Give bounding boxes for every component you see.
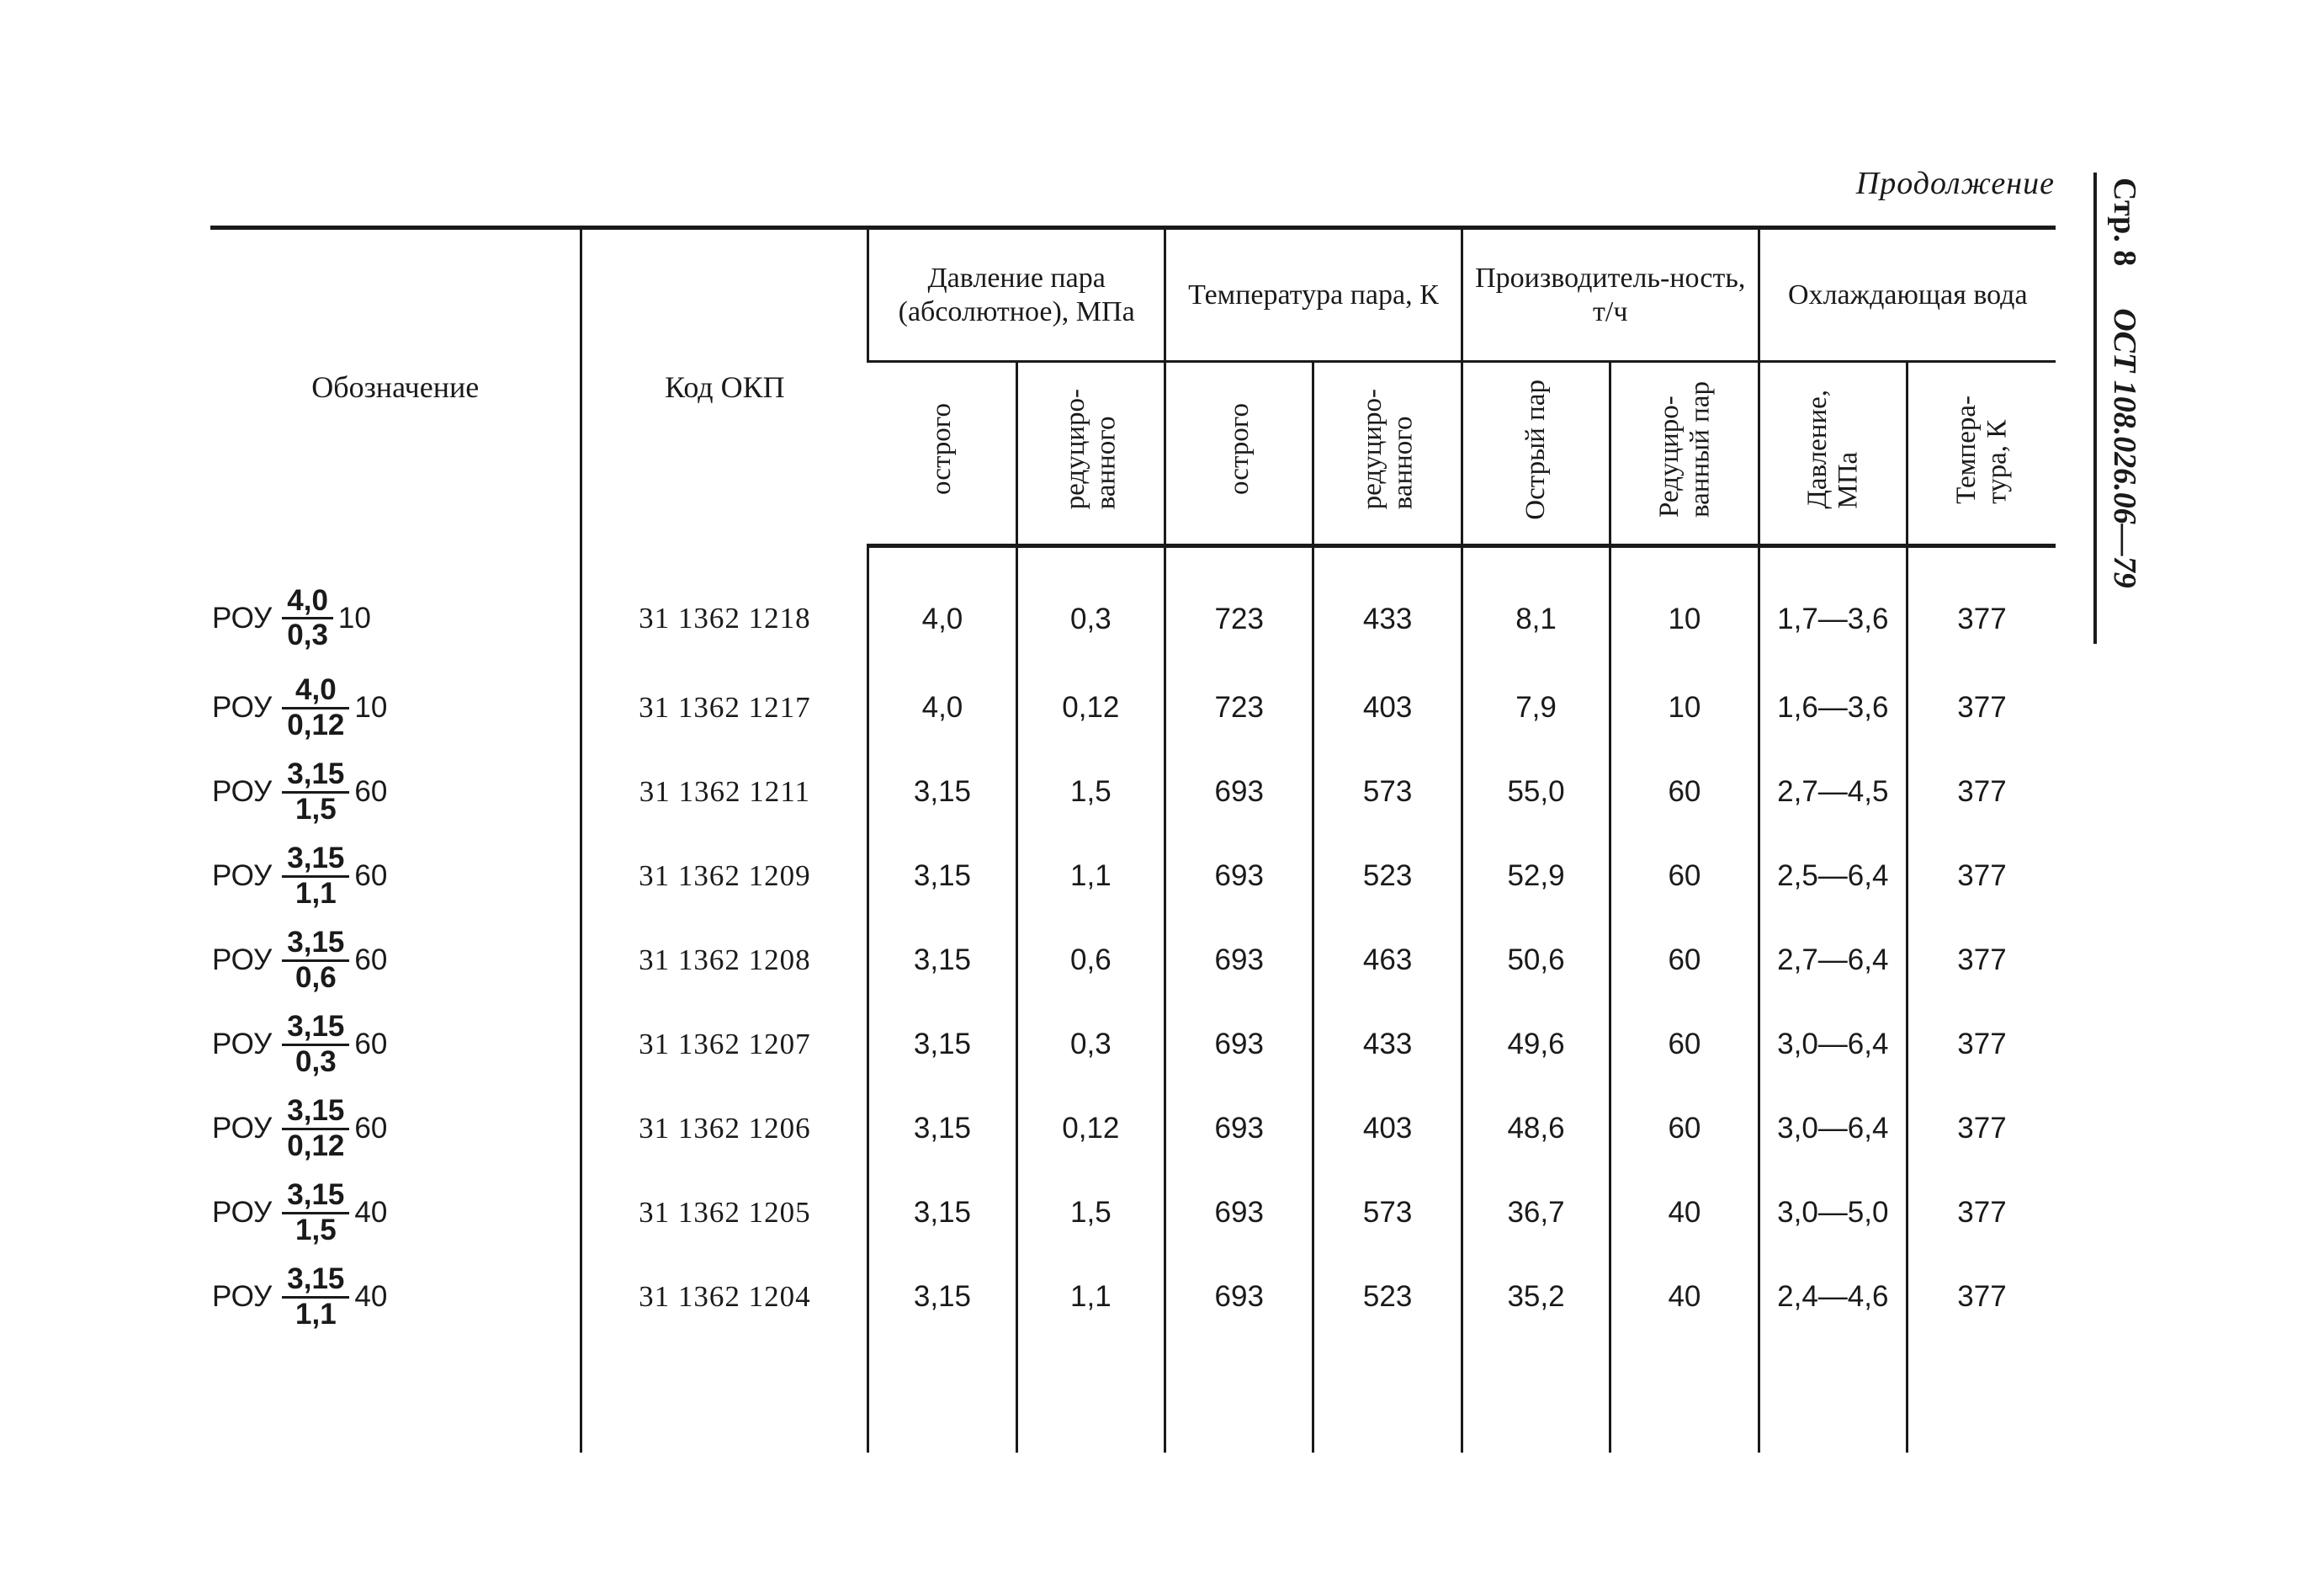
header-okp-code: Код ОКП — [581, 228, 868, 546]
designation-capacity: 10 — [337, 601, 371, 635]
okp-code-cell: 31 1362 1209 — [581, 834, 868, 918]
capacity-reduced-cell: 60 — [1610, 750, 1759, 834]
capacity-reduced-cell: 60 — [1610, 834, 1759, 918]
table-filler-row — [210, 1339, 2056, 1453]
designation — [212, 674, 387, 741]
designation-cell — [210, 918, 581, 1002]
capacity-sharp-cell: 55,0 — [1462, 750, 1610, 834]
pressure-reduced-cell: 1,1 — [1016, 1255, 1165, 1339]
temperature-reduced-cell: 573 — [1313, 1171, 1462, 1255]
designation-prefix: РОУ — [212, 775, 273, 808]
capacity-sharp-cell: 7,9 — [1462, 666, 1610, 750]
designation-cell — [210, 666, 581, 750]
fraction-denominator: 0,3 — [287, 619, 328, 652]
table-row — [210, 1255, 2056, 1339]
capacity-reduced-cell: 60 — [1610, 1087, 1759, 1171]
pressure-fraction — [282, 842, 349, 910]
standard-number: ОСТ 108.026.06—79 — [2107, 308, 2142, 588]
fraction-numerator: 3,15 — [287, 1010, 345, 1043]
designation — [212, 842, 387, 910]
pressure-reduced-cell: 1,1 — [1016, 834, 1165, 918]
designation-capacity: 40 — [354, 1196, 388, 1229]
temperature-reduced-cell: 523 — [1313, 834, 1462, 918]
pressure-fraction — [282, 927, 349, 994]
fraction-numerator: 3,15 — [287, 1262, 345, 1295]
designation-cell — [210, 1087, 581, 1171]
table-row — [210, 1002, 2056, 1087]
temperature-sharp-cell: 693 — [1165, 750, 1313, 834]
rou-specification-table — [210, 226, 2056, 1453]
pressure-sharp-cell: 3,15 — [868, 918, 1016, 1002]
capacity-sharp-cell: 36,7 — [1462, 1171, 1610, 1255]
empty-cell — [581, 1339, 868, 1453]
table-row — [210, 750, 2056, 834]
designation-cell — [210, 546, 581, 667]
pressure-fraction — [282, 758, 349, 826]
table-row — [210, 1087, 2056, 1171]
designation-cell — [210, 1002, 581, 1087]
cooling-temperature-cell: 377 — [1907, 750, 2056, 834]
temperature-reduced-cell: 433 — [1313, 546, 1462, 667]
designation-cell — [210, 750, 581, 834]
pressure-sharp-cell: 3,15 — [868, 1087, 1016, 1171]
designation — [212, 1263, 387, 1331]
empty-cell — [1907, 1339, 2056, 1453]
empty-cell — [868, 1339, 1016, 1453]
table-row — [210, 546, 2056, 667]
designation-prefix: РОУ — [212, 1280, 273, 1313]
capacity-sharp-cell: 49,6 — [1462, 1002, 1610, 1087]
pressure-reduced-cell: 1,5 — [1016, 1171, 1165, 1255]
fraction-denominator: 0,6 — [295, 960, 337, 994]
empty-cell — [1016, 1339, 1165, 1453]
cooling-pressure-cell: 2,7—4,5 — [1759, 750, 1907, 834]
designation-prefix: РОУ — [212, 601, 273, 635]
cooling-pressure-cell: 2,5—6,4 — [1759, 834, 1907, 918]
cooling-pressure-cell: 3,0—6,4 — [1759, 1002, 1907, 1087]
fraction-denominator: 0,12 — [287, 1129, 345, 1162]
okp-code-cell: 31 1362 1204 — [581, 1255, 868, 1339]
designation-capacity: 60 — [354, 859, 388, 892]
temperature-reduced-cell: 403 — [1313, 666, 1462, 750]
temperature-sharp-cell: 693 — [1165, 1087, 1313, 1171]
pressure-fraction — [282, 1179, 349, 1246]
pressure-sharp-cell: 3,15 — [868, 1002, 1016, 1087]
designation — [212, 585, 371, 652]
subheader-cooling-temperature: Темпера- тура, К — [1907, 362, 2056, 546]
table-row — [210, 834, 2056, 918]
cooling-pressure-cell: 2,7—6,4 — [1759, 918, 1907, 1002]
fraction-numerator: 3,15 — [287, 757, 345, 790]
table-row — [210, 1171, 2056, 1255]
fraction-numerator: 4,0 — [287, 583, 328, 617]
pressure-sharp-cell: 4,0 — [868, 666, 1016, 750]
capacity-sharp-cell: 48,6 — [1462, 1087, 1610, 1171]
capacity-sharp-cell: 52,9 — [1462, 834, 1610, 918]
pressure-fraction — [282, 674, 349, 741]
table-body — [210, 546, 2056, 1453]
fraction-numerator: 3,15 — [287, 926, 345, 959]
capacity-reduced-cell: 10 — [1610, 546, 1759, 667]
header-steam-pressure: Давление пара (абсолютное), МПа — [868, 228, 1165, 362]
pressure-sharp-cell: 3,15 — [868, 750, 1016, 834]
temperature-reduced-cell: 433 — [1313, 1002, 1462, 1087]
designation-capacity: 40 — [354, 1280, 388, 1313]
fraction-numerator: 3,15 — [287, 842, 345, 874]
pressure-fraction — [282, 1095, 349, 1162]
pressure-reduced-cell: 1,5 — [1016, 750, 1165, 834]
okp-code-cell: 31 1362 1205 — [581, 1171, 868, 1255]
capacity-sharp-cell: 50,6 — [1462, 918, 1610, 1002]
capacity-reduced-cell: 60 — [1610, 1002, 1759, 1087]
temperature-sharp-cell: 723 — [1165, 546, 1313, 667]
pressure-sharp-cell: 3,15 — [868, 1255, 1016, 1339]
table-row — [210, 918, 2056, 1002]
pressure-reduced-cell: 0,6 — [1016, 918, 1165, 1002]
empty-cell — [1313, 1339, 1462, 1453]
continuation-label: Продолжение — [1855, 166, 2055, 201]
header-steam-temperature: Температура пара, К — [1165, 228, 1462, 362]
temperature-sharp-cell: 723 — [1165, 666, 1313, 750]
pressure-sharp-cell: 3,15 — [868, 1171, 1016, 1255]
okp-code-cell: 31 1362 1207 — [581, 1002, 868, 1087]
cooling-pressure-cell: 3,0—5,0 — [1759, 1171, 1907, 1255]
designation-cell — [210, 1255, 581, 1339]
pressure-sharp-cell: 4,0 — [868, 546, 1016, 667]
side-page-header — [2093, 173, 2152, 644]
designation-cell — [210, 834, 581, 918]
designation-prefix: РОУ — [212, 859, 273, 892]
pressure-reduced-cell: 0,12 — [1016, 1087, 1165, 1171]
designation-capacity: 60 — [354, 943, 388, 976]
designation — [212, 1011, 387, 1078]
empty-cell — [210, 1339, 581, 1453]
fraction-denominator: 1,5 — [295, 792, 337, 826]
capacity-sharp-cell: 8,1 — [1462, 546, 1610, 667]
subheader-capacity-reduced: Редуциро- ванный пар — [1610, 362, 1759, 546]
designation-prefix: РОУ — [212, 943, 273, 976]
fraction-denominator: 1,5 — [295, 1213, 337, 1246]
pressure-fraction — [282, 1011, 349, 1078]
temperature-reduced-cell: 523 — [1313, 1255, 1462, 1339]
cooling-pressure-cell: 1,7—3,6 — [1759, 546, 1907, 667]
designation-capacity: 60 — [354, 775, 388, 808]
pressure-reduced-cell: 0,3 — [1016, 1002, 1165, 1087]
page-number: Стр. 8 — [2107, 178, 2142, 267]
subheader-capacity-sharp: Острый пар — [1462, 362, 1610, 546]
empty-cell — [1759, 1339, 1907, 1453]
okp-code-cell: 31 1362 1218 — [581, 546, 868, 667]
temperature-sharp-cell: 693 — [1165, 1255, 1313, 1339]
temperature-sharp-cell: 693 — [1165, 834, 1313, 918]
header-cooling-water: Охлаждающая вода — [1759, 228, 2056, 362]
header-designation: Обозначение — [210, 228, 581, 546]
cooling-temperature-cell: 377 — [1907, 666, 2056, 750]
cooling-temperature-cell: 377 — [1907, 1002, 2056, 1087]
capacity-reduced-cell: 40 — [1610, 1171, 1759, 1255]
designation — [212, 758, 387, 826]
fraction-numerator: 3,15 — [287, 1178, 345, 1211]
temperature-reduced-cell: 573 — [1313, 750, 1462, 834]
temperature-sharp-cell: 693 — [1165, 918, 1313, 1002]
cooling-temperature-cell: 377 — [1907, 1087, 2056, 1171]
okp-code-cell: 31 1362 1206 — [581, 1087, 868, 1171]
designation-cell — [210, 1171, 581, 1255]
designation-prefix: РОУ — [212, 1112, 273, 1145]
cooling-temperature-cell: 377 — [1907, 1255, 2056, 1339]
okp-code-cell: 31 1362 1208 — [581, 918, 868, 1002]
subheader-pressure-sharp: острого — [868, 362, 1016, 546]
designation-prefix: РОУ — [212, 1196, 273, 1229]
fraction-denominator: 0,3 — [295, 1044, 337, 1078]
designation — [212, 1179, 387, 1246]
cooling-pressure-cell: 3,0—6,4 — [1759, 1087, 1907, 1171]
temperature-sharp-cell: 693 — [1165, 1171, 1313, 1255]
temperature-reduced-cell: 403 — [1313, 1087, 1462, 1171]
designation-capacity: 60 — [354, 1112, 388, 1145]
designation — [212, 927, 387, 994]
empty-cell — [1610, 1339, 1759, 1453]
okp-code-cell: 31 1362 1217 — [581, 666, 868, 750]
temperature-sharp-cell: 693 — [1165, 1002, 1313, 1087]
pressure-fraction — [282, 1263, 349, 1331]
capacity-sharp-cell: 35,2 — [1462, 1255, 1610, 1339]
designation-capacity: 60 — [354, 1028, 388, 1060]
pressure-reduced-cell: 0,12 — [1016, 666, 1165, 750]
fraction-numerator: 3,15 — [287, 1094, 345, 1127]
designation-prefix: РОУ — [212, 691, 273, 724]
fraction-denominator: 0,12 — [287, 708, 345, 741]
capacity-reduced-cell: 60 — [1610, 918, 1759, 1002]
pressure-fraction — [282, 585, 333, 652]
pressure-sharp-cell: 3,15 — [868, 834, 1016, 918]
cooling-temperature-cell: 377 — [1907, 834, 2056, 918]
empty-cell — [1462, 1339, 1610, 1453]
cooling-temperature-cell: 377 — [1907, 918, 2056, 1002]
empty-cell — [1165, 1339, 1313, 1453]
subheader-pressure-reduced: редуциро- ванного — [1016, 362, 1165, 546]
fraction-denominator: 1,1 — [295, 1297, 337, 1331]
cooling-temperature-cell: 377 — [1907, 1171, 2056, 1255]
okp-code-cell: 31 1362 1211 — [581, 750, 868, 834]
cooling-pressure-cell: 2,4—4,6 — [1759, 1255, 1907, 1339]
capacity-reduced-cell: 10 — [1610, 666, 1759, 750]
table-row — [210, 666, 2056, 750]
subheader-cooling-pressure: Давление, МПа — [1759, 362, 1907, 546]
designation-capacity: 10 — [354, 691, 388, 724]
header-capacity: Производитель-ность, т/ч — [1462, 228, 1759, 362]
fraction-numerator: 4,0 — [295, 673, 337, 706]
subheader-temperature-sharp: острого — [1165, 362, 1313, 546]
cooling-temperature-cell: 377 — [1907, 546, 2056, 667]
temperature-reduced-cell: 463 — [1313, 918, 1462, 1002]
cooling-pressure-cell: 1,6—3,6 — [1759, 666, 1907, 750]
capacity-reduced-cell: 40 — [1610, 1255, 1759, 1339]
subheader-temperature-reduced: редуциро- ванного — [1313, 362, 1462, 546]
fraction-denominator: 1,1 — [295, 876, 337, 910]
pressure-reduced-cell: 0,3 — [1016, 546, 1165, 667]
designation — [212, 1095, 387, 1162]
designation-prefix: РОУ — [212, 1028, 273, 1060]
